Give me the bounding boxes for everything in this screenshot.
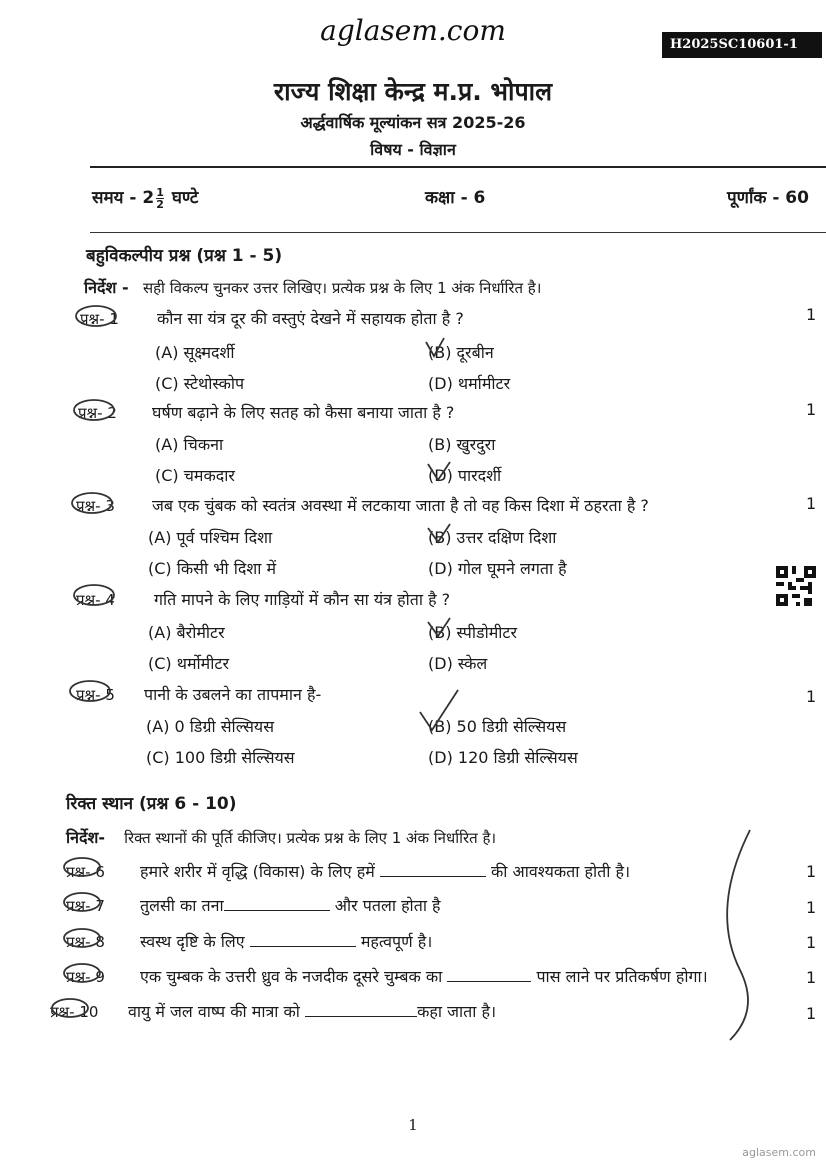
question-number: प्रश्न- 9 <box>66 968 105 986</box>
fill-blank-line: स्वस्थ दृष्टि के लिए महत्वपूर्ण है। <box>140 932 433 951</box>
option-d: (D) स्केल <box>428 654 488 673</box>
question-text: कौन सा यंत्र दूर की वस्तुएं देखने में सहायक होता है ? <box>157 309 464 328</box>
watermark-site: aglasem.com <box>320 14 506 47</box>
option-c: (C) चमकदार <box>155 466 235 485</box>
fill-blank-line: हमारे शरीर में वृद्धि (विकास) के लिए हमें की आवश्यकता होती है। <box>140 862 631 881</box>
class-label: कक्षा - 6 <box>425 188 486 208</box>
option-a: (A) चिकना <box>155 435 224 454</box>
fill-blank-line: तुलसी का तना और पतला होता है <box>140 896 441 915</box>
option-a: (A) 0 डिग्री सेल्सियस <box>146 717 275 736</box>
option-b: (B) दूरबीन <box>428 343 494 362</box>
option-b: (B) स्पीडोमीटर <box>428 623 518 642</box>
option-d: (D) 120 डिग्री सेल्सियस <box>428 748 578 767</box>
option-a: (A) पूर्व पश्चिम दिशा <box>148 528 273 547</box>
page-number: 1 <box>408 1116 418 1134</box>
option-c: (C) स्टेथोस्कोप <box>155 374 245 393</box>
option-c: (C) थर्मोमीटर <box>148 654 229 673</box>
paper-code: H2025SC10601-1 <box>662 32 822 58</box>
exam-title: अर्द्धवार्षिक मूल्यांकन सत्र 2025-26 <box>300 113 526 132</box>
fill-blank-line: वायु में जल वाष्प की मात्रा को कहा जाता है। <box>128 1002 497 1021</box>
question-number: प्रश्न- 7 <box>66 897 105 915</box>
question-number: प्रश्न- 10 <box>50 1003 99 1021</box>
option-d: (D) पारदर्शी <box>428 466 502 485</box>
question-number: प्रश्न- 6 <box>66 863 105 881</box>
question-number: प्रश्न- 8 <box>66 933 105 951</box>
question-number: प्रश्न- 2 <box>78 404 117 422</box>
question-text: घर्षण बढ़ाने के लिए सतह को कैसा बनाया जाता है ? <box>152 403 455 422</box>
subject-title: विषय - विज्ञान <box>370 140 456 159</box>
question-marks: 1 <box>806 898 817 917</box>
question-number: प्रश्न- 1 <box>80 310 119 328</box>
question-number: प्रश्न- 4 <box>76 591 115 609</box>
question-marks: 1 <box>806 968 817 987</box>
option-d: (D) गोल घूमने लगता है <box>428 559 567 578</box>
question-marks: 1 <box>806 862 817 881</box>
question-text: गति मापने के लिए गाड़ियों में कौन सा यंत्र होता है ? <box>154 590 451 609</box>
option-a: (A) बैरोमीटर <box>148 623 225 642</box>
section1-title: बहुविकल्पीय प्रश्न (प्रश्न 1 - 5) <box>86 246 283 266</box>
section2-instruction: निर्देश- रिक्त स्थानों की पूर्ति कीजिए। प्रत्येक प्रश्न के लिए 1 अंक निर्धारित है। <box>66 828 497 847</box>
max-marks-label: पूर्णांक - 60 <box>727 188 809 208</box>
question-marks: 1 <box>806 305 817 324</box>
footer-watermark: aglasem.com <box>742 1146 816 1159</box>
option-b: (B) उत्तर दक्षिण दिशा <box>428 528 557 547</box>
question-text: पानी के उबलने का तापमान है- <box>144 685 322 704</box>
fill-blank-line: एक चुम्बक के उत्तरी ध्रुव के नजदीक दूसरे चुम्बक का पास लाने पर प्रतिकर्षण होगा। <box>140 967 708 986</box>
board-title: राज्य शिक्षा केन्द्र म.प्र. भोपाल <box>273 77 553 106</box>
question-marks: 1 <box>806 400 817 419</box>
question-marks: 1 <box>806 1004 817 1023</box>
question-marks: 1 <box>806 494 817 513</box>
question-marks: 1 <box>806 687 817 706</box>
question-marks: 1 <box>806 933 817 952</box>
option-b: (B) खुरदुरा <box>428 435 496 454</box>
section1-instruction: निर्देश - सही विकल्प चुनकर उत्तर लिखिए। प्रत्येक प्रश्न के लिए 1 अंक निर्धारित है। <box>84 278 542 297</box>
option-d: (D) थर्मामीटर <box>428 374 511 393</box>
time-label: समय - 2 $\frac{1}{2}$ घण्टे <box>92 185 199 211</box>
option-a: (A) सूक्ष्मदर्शी <box>155 343 235 362</box>
section2-title: रिक्त स्थान (प्रश्न 6 - 10) <box>66 794 237 814</box>
option-c: (C) किसी भी दिशा में <box>148 559 277 578</box>
question-number: प्रश्न- 5 <box>76 686 115 704</box>
question-text: जब एक चुंबक को स्वतंत्र अवस्था में लटकाया जाता है तो वह किस दिशा में ठहरता है ? <box>152 496 649 515</box>
question-number: प्रश्न- 3 <box>76 497 115 515</box>
option-b: (B) 50 डिग्री सेल्सियस <box>428 717 567 736</box>
option-c: (C) 100 डिग्री सेल्सियस <box>146 748 295 767</box>
